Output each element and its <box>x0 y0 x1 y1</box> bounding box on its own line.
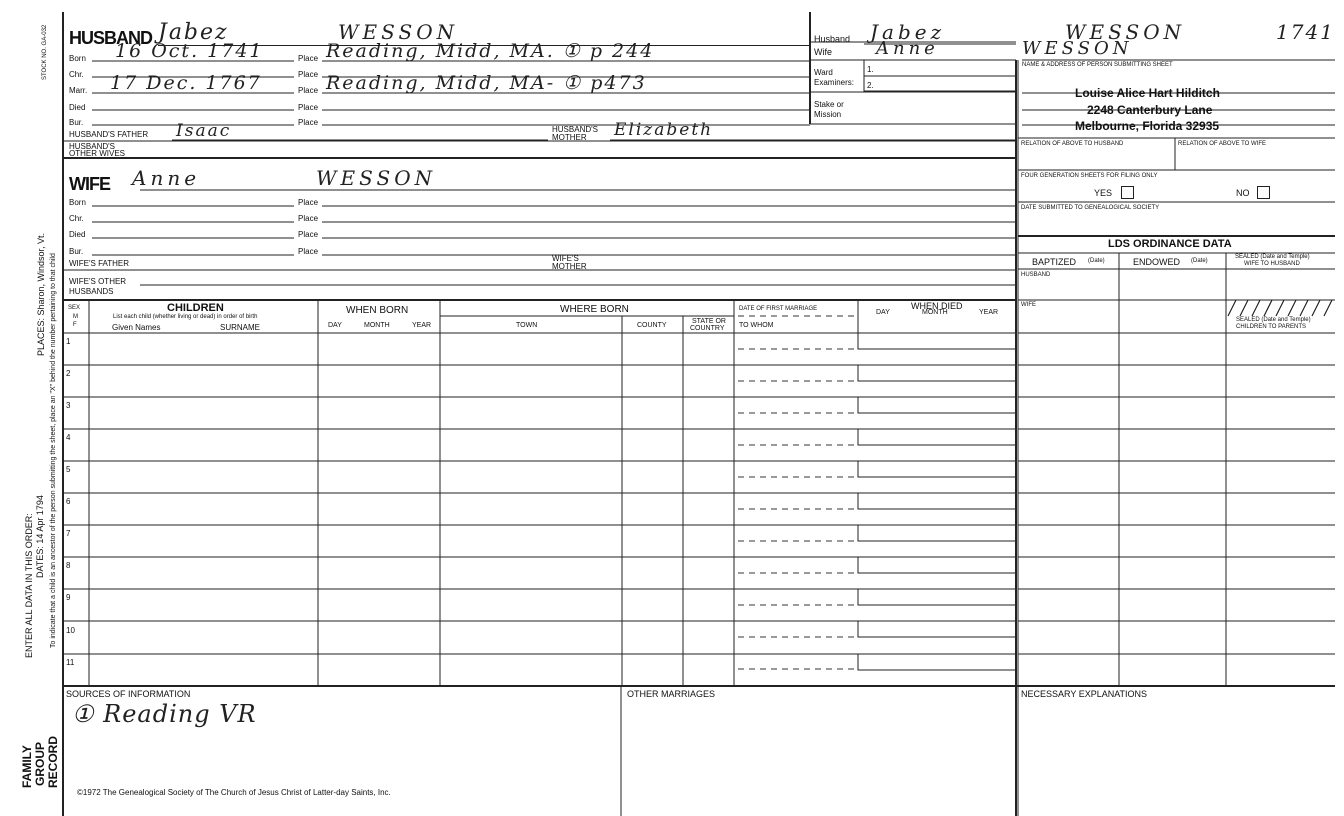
places-label: PLACES: Sharon, Windsor, Vt. <box>36 232 46 356</box>
four-gen-label: FOUR GENERATION SHEETS FOR FILING ONLY <box>1021 173 1158 179</box>
wife-other-husbands-label-1: WIFE'S OTHER <box>69 277 127 286</box>
husband-bur-label: Bur. <box>69 118 84 127</box>
given-names-header: Given Names <box>112 323 161 332</box>
form-title-group: GROUP <box>33 741 47 786</box>
died-day-header: DAY <box>876 309 890 316</box>
ward-label: Ward <box>814 68 833 77</box>
wife-chr-label: Chr. <box>69 214 84 223</box>
sources-label: SOURCES OF INFORMATION <box>66 689 191 699</box>
husband-heading: HUSBAND <box>69 28 152 48</box>
husband-born-place[interactable]: Reading, Midd, MA. ① p 244 <box>326 40 655 62</box>
no-checkbox[interactable] <box>1257 186 1270 199</box>
stake-label-1: Stake or <box>814 100 844 109</box>
children-title: CHILDREN <box>167 302 224 314</box>
child-row-number: 9 <box>66 593 71 602</box>
husband-bur-place-label: Place <box>298 118 319 127</box>
husband-marr-place-label: Place <box>298 86 319 95</box>
rh-husband-label: Husband <box>814 34 851 44</box>
born-month-header: MONTH <box>364 322 390 329</box>
children-instruction: List each child (whether living or dead) in order of birth <box>113 314 258 320</box>
sealed-label-2: WIFE TO HUSBAND <box>1244 261 1300 267</box>
rh-wife-label: Wife <box>814 47 832 57</box>
child-row-number: 11 <box>66 658 75 667</box>
yes-checkbox[interactable] <box>1121 186 1134 199</box>
child-row-number: 3 <box>66 401 71 410</box>
husband-born-label: Born <box>69 54 86 63</box>
endowed-date-label: (Date) <box>1191 258 1208 264</box>
no-label: NO <box>1236 188 1250 198</box>
town-header: TOWN <box>516 322 538 329</box>
sealed-label-1: SEALED (Date and Temple) <box>1235 254 1310 260</box>
child-row-number: 2 <box>66 369 71 378</box>
necessary-explanations-label: NECESSARY EXPLANATIONS <box>1021 689 1148 699</box>
date-submitted-label: DATE SUBMITTED TO GENEALOGICAL SOCIETY <box>1021 205 1160 211</box>
surname-header: SURNAME <box>220 323 261 332</box>
husband-other-wives-label-1: HUSBAND'S <box>69 142 115 151</box>
first-marriage-header: DATE OF FIRST MARRIAGE <box>739 306 818 312</box>
child-row-number: 7 <box>66 529 71 538</box>
sources-value[interactable]: ① Reading VR <box>72 700 257 728</box>
county-header: COUNTY <box>637 322 667 329</box>
husband-mother-label-2: MOTHER <box>552 133 587 142</box>
lds-title: LDS ORDINANCE DATA <box>1108 238 1232 250</box>
husband-born-date[interactable]: 16 Oct. 1741 <box>115 40 264 62</box>
husband-mother-value[interactable]: Elizabeth <box>614 120 714 140</box>
wife-born-label: Born <box>69 198 86 207</box>
submitter-label: NAME & ADDRESS OF PERSON SUBMITTING SHEET <box>1022 62 1173 68</box>
child-row-number: 8 <box>66 561 71 570</box>
other-marriages-label: OTHER MARRIAGES <box>627 689 716 699</box>
relation-husband-label: RELATION OF ABOVE TO HUSBAND <box>1021 141 1124 147</box>
examiner-1: 1. <box>867 65 874 74</box>
rh-husband-surname[interactable]: WESSON <box>1065 20 1186 44</box>
wife-bur-place-label: Place <box>298 247 319 256</box>
child-row-number: 5 <box>66 465 71 474</box>
wife-mother-label-1: WIFE'S <box>552 254 579 263</box>
state-header-2: COUNTRY <box>690 325 725 332</box>
wife-bur-label: Bur. <box>69 247 84 256</box>
stock-number: STOCK NO. GA-032 <box>42 24 48 80</box>
child-row-number: 4 <box>66 433 71 442</box>
lds-wife-row: WIFE <box>1021 302 1036 308</box>
child-row-number: 10 <box>66 626 75 635</box>
copyright-notice: ©1972 The Genealogical Society of The Church of Jesus Christ of Latter-day Saints, Inc. <box>77 788 391 797</box>
form-title-record: RECORD <box>46 735 60 788</box>
husband-father-value[interactable]: Isaac <box>176 121 232 141</box>
born-day-header: DAY <box>328 322 342 329</box>
child-row-number: 1 <box>66 337 71 346</box>
died-month-header: MONTH <box>922 309 948 316</box>
husband-father-label: HUSBAND'S FATHER <box>69 130 149 139</box>
wife-other-husbands-label-2: HUSBANDS <box>69 287 114 296</box>
yes-label: YES <box>1094 188 1113 198</box>
submitter-name: Louise Alice Hart Hilditch <box>1075 86 1220 100</box>
sex-f-label: F <box>73 322 77 328</box>
husband-marr-place[interactable]: Reading, Midd, MA- ① p473 <box>326 72 647 94</box>
rh-wife-given[interactable]: Anne <box>876 38 939 59</box>
husband-marr-label: Marr. <box>69 86 88 95</box>
born-year-header: YEAR <box>412 322 432 329</box>
when-born-header: WHEN BORN <box>346 305 409 316</box>
relation-wife-label: RELATION OF ABOVE TO WIFE <box>1178 141 1267 147</box>
wife-chr-place-label: Place <box>298 214 319 223</box>
ancestor-instruction: To indicate that a child is an ancestor of the person submitting the sheet, place an "X" behind the number pertaining to that child <box>50 253 57 648</box>
sealed-children-label-1: SEALED (Date and Temple) <box>1236 317 1311 323</box>
submitter-city: Melbourne, Florida 32935 <box>1075 119 1220 133</box>
husband-chr-label: Chr. <box>69 70 84 79</box>
husband-born-place-label: Place <box>298 54 319 63</box>
stake-label-2: Mission <box>814 110 842 119</box>
form-title-family: FAMILY <box>20 745 34 788</box>
examiners-label: Examiners: <box>814 78 855 87</box>
husband-given-name[interactable]: Jabez <box>158 20 229 45</box>
child-row-number: 6 <box>66 497 71 506</box>
submitter-street: 2248 Canterbury Lane <box>1087 103 1213 117</box>
sex-label: SEX <box>68 305 81 311</box>
husband-chr-place-label: Place <box>298 70 319 79</box>
wife-died-place-label: Place <box>298 230 319 239</box>
lds-husband-row: HUSBAND <box>1021 272 1051 278</box>
baptized-date-label: (Date) <box>1088 258 1105 264</box>
husband-mother-label-1: HUSBAND'S <box>552 125 598 134</box>
endowed-label: ENDOWED <box>1133 257 1180 267</box>
examiner-2: 2. <box>867 81 874 90</box>
rh-husband-year[interactable]: 1741 <box>1276 20 1335 44</box>
sex-m-label: M <box>73 314 78 320</box>
died-year-header: YEAR <box>979 309 999 316</box>
wife-mother-label-2: MOTHER <box>552 262 587 271</box>
rh-husband-given[interactable]: Jabez <box>870 20 946 44</box>
wife-born-place-label: Place <box>298 198 319 207</box>
wife-surname[interactable]: WESSON <box>316 166 437 190</box>
husband-surname[interactable]: WESSON <box>338 20 459 44</box>
enter-all-data-label: ENTER ALL DATA IN THIS ORDER: <box>24 513 34 658</box>
wife-heading: WIFE <box>69 174 110 194</box>
to-whom-header: TO WHOM <box>739 322 774 329</box>
state-header-1: STATE OR <box>692 318 726 325</box>
husband-died-place-label: Place <box>298 103 319 112</box>
baptized-label: BAPTIZED <box>1032 257 1077 267</box>
husband-died-label: Died <box>69 103 86 112</box>
wife-given-name[interactable]: Anne <box>132 166 201 190</box>
rh-wife-surname[interactable]: WESSON <box>1022 38 1133 59</box>
sealed-children-label-2: CHILDREN TO PARENTS <box>1236 324 1307 330</box>
wife-died-label: Died <box>69 230 86 239</box>
husband-marr-date[interactable]: 17 Dec. 1767 <box>110 72 262 94</box>
husband-other-wives-label-2: OTHER WIVES <box>69 149 126 158</box>
dates-label: DATES: 14 Apr 1794 <box>35 495 45 578</box>
where-born-header: WHERE BORN <box>560 304 629 315</box>
wife-father-label: WIFE'S FATHER <box>69 259 130 268</box>
when-died-header: WHEN DIED <box>911 301 963 311</box>
